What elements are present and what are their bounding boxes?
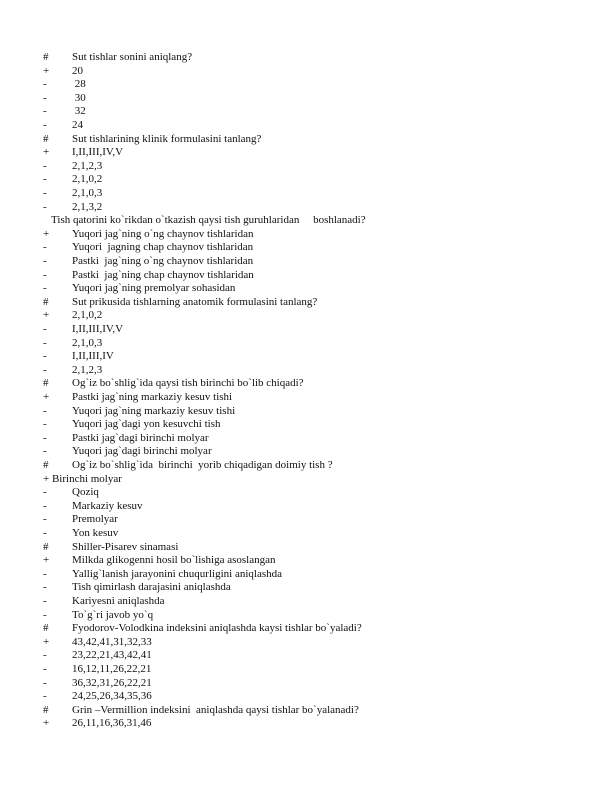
line-marker: - — [43, 527, 47, 539]
line-marker: # — [43, 459, 49, 471]
line-marker: - — [43, 649, 47, 662]
line-text: 28 — [72, 78, 86, 91]
line-text: Pastki jag`ning chap chaynov tishlaridan — [72, 268, 254, 281]
line-text: Og`iz bo`shlig`ida birinchi yorib chiqadigan doimiy tish ? — [72, 459, 333, 471]
line-text: Pastki jag`dagi birinchi molyar — [72, 431, 209, 444]
line-marker: + — [43, 64, 50, 77]
line-marker: - — [43, 663, 47, 675]
line-text: Tish qatorini ko`rikdan o`tkazish qaysi tish guruhlaridan boshlanadi? — [43, 214, 366, 227]
line-marker: # — [43, 377, 49, 390]
line-text: I,II,III,IV,V — [72, 146, 124, 159]
line-text: Qoziq — [72, 486, 99, 499]
line-marker: - — [43, 241, 47, 254]
line-marker: - — [43, 323, 47, 335]
line-marker: - — [43, 105, 47, 118]
line-text: Fyodorov-Volodkina indeksini aniqlashda kaysi tishlar bo`yaladi? — [72, 622, 362, 635]
line-text: 26,11,16,36,31,46 — [72, 717, 152, 730]
line-text: 2,1,0,3 — [72, 187, 103, 199]
line-marker: - — [43, 431, 47, 444]
line-text: 2,1,2,3 — [72, 159, 103, 172]
line-marker: # — [43, 622, 49, 635]
line-text: Tish qimirlash darajasini aniqlashda — [72, 581, 231, 594]
line-marker: - — [43, 404, 47, 417]
line-text: I,II,III,IV — [72, 350, 114, 363]
line-marker: - — [43, 581, 47, 594]
line-text: Sut tishlarining klinik formulasini tanlang? — [72, 132, 262, 145]
line-text: Yuqori jagning chap chaynov tishlaridan — [72, 241, 254, 254]
line-marker: - — [43, 445, 47, 458]
line-text: Yuqori jag`ning markaziy kesuv tishi — [72, 404, 236, 417]
line-marker: + — [43, 717, 50, 730]
line-marker: - — [43, 91, 47, 104]
line-text: + Birinchi molyar — [43, 472, 122, 485]
line-text: Yallig`lanish jarayonini chuqurligini aniqlashda — [72, 567, 282, 580]
line-marker: - — [43, 363, 47, 376]
line-text: I,II,III,IV,V — [72, 323, 124, 335]
line-marker: - — [43, 350, 47, 363]
line-text: 2,1,0,3 — [72, 336, 103, 349]
line-text: Sut prikusida tishlarning anatomik formulasini tanlang? — [72, 295, 318, 308]
line-marker: - — [43, 187, 47, 199]
line-marker: - — [43, 608, 47, 621]
line-marker: + — [43, 227, 50, 240]
line-marker: - — [43, 173, 47, 186]
line-text: Yon kesuv — [72, 527, 119, 539]
line-marker: # — [43, 703, 49, 716]
line-text: Markaziy kesuv — [72, 499, 143, 512]
line-text: 20 — [72, 64, 83, 77]
line-text: 2,1,3,2 — [72, 200, 103, 213]
line-text: Pastki jag`ning markaziy kesuv tishi — [72, 391, 233, 403]
line-text: 2,1,0,2 — [72, 173, 103, 186]
line-marker: - — [43, 159, 47, 172]
line-marker: - — [43, 676, 47, 689]
line-text: 23,22,21,43,42,41 — [72, 649, 152, 662]
line-text: Yuqori jag`ning o`ng chaynov tishlaridan — [72, 227, 254, 240]
line-marker: - — [43, 513, 47, 526]
line-marker: - — [43, 418, 47, 431]
line-marker: + — [43, 146, 50, 159]
line-text: 32 — [72, 105, 86, 118]
line-marker: - — [43, 268, 47, 281]
line-text: 36,32,31,26,22,21 — [72, 676, 152, 689]
line-marker: - — [43, 595, 47, 607]
line-marker: # — [43, 295, 49, 308]
line-marker: + — [43, 635, 50, 648]
line-text: 24 — [72, 119, 83, 131]
line-marker: - — [43, 78, 47, 91]
line-text: Shiller-Pisarev sinamasi — [72, 540, 179, 553]
line-marker: + — [43, 309, 50, 322]
line-marker: # — [43, 51, 49, 63]
line-text: 2,1,2,3 — [72, 363, 103, 376]
line-text: Og`iz bo`shlig`ida qaysi tish birinchi bo`lib chiqadi? — [72, 377, 304, 390]
line-text: 30 — [72, 91, 86, 104]
line-marker: - — [43, 119, 47, 131]
line-marker: - — [43, 567, 47, 580]
line-text: Yuqori jag`dagi yon kesuvchi tish — [72, 418, 221, 431]
line-marker: # — [43, 540, 49, 553]
line-text: Premolyar — [72, 513, 118, 526]
line-text: Grin –Vermillion indeksini aniqlashda qaysi tishlar bo`yalanadi? — [72, 703, 359, 716]
line-marker: - — [43, 336, 47, 349]
line-text: Kariyesni aniqlashda — [72, 595, 165, 607]
line-marker: - — [43, 200, 47, 213]
line-text: 43,42,41,31,32,33 — [72, 635, 152, 648]
line-marker: - — [43, 486, 47, 499]
line-marker: # — [43, 132, 49, 145]
line-text: To`g`ri javob yo`q — [72, 608, 154, 621]
line-marker: + — [43, 554, 50, 567]
line-text: 2,1,0,2 — [72, 309, 103, 322]
line-text: Pastki jag`ning o`ng chaynov tishlaridan — [72, 255, 254, 267]
line-marker: - — [43, 690, 47, 703]
line-marker: + — [43, 391, 50, 403]
line-text: Sut tishlar sonini aniqlang? — [72, 51, 193, 63]
line-text: Milkda glikogenni hosil bo`lishiga asoslangan — [72, 554, 276, 567]
line-text: Yuqori jag`ning premolyar sohasidan — [72, 282, 236, 295]
line-marker: - — [43, 255, 47, 267]
line-text: 16,12,11,26,22,21 — [72, 663, 152, 675]
line-marker: - — [43, 282, 47, 295]
line-text: 24,25,26,34,35,36 — [72, 690, 152, 703]
line-marker: - — [43, 499, 47, 512]
line-text: Yuqori jag`dagi birinchi molyar — [72, 445, 212, 458]
